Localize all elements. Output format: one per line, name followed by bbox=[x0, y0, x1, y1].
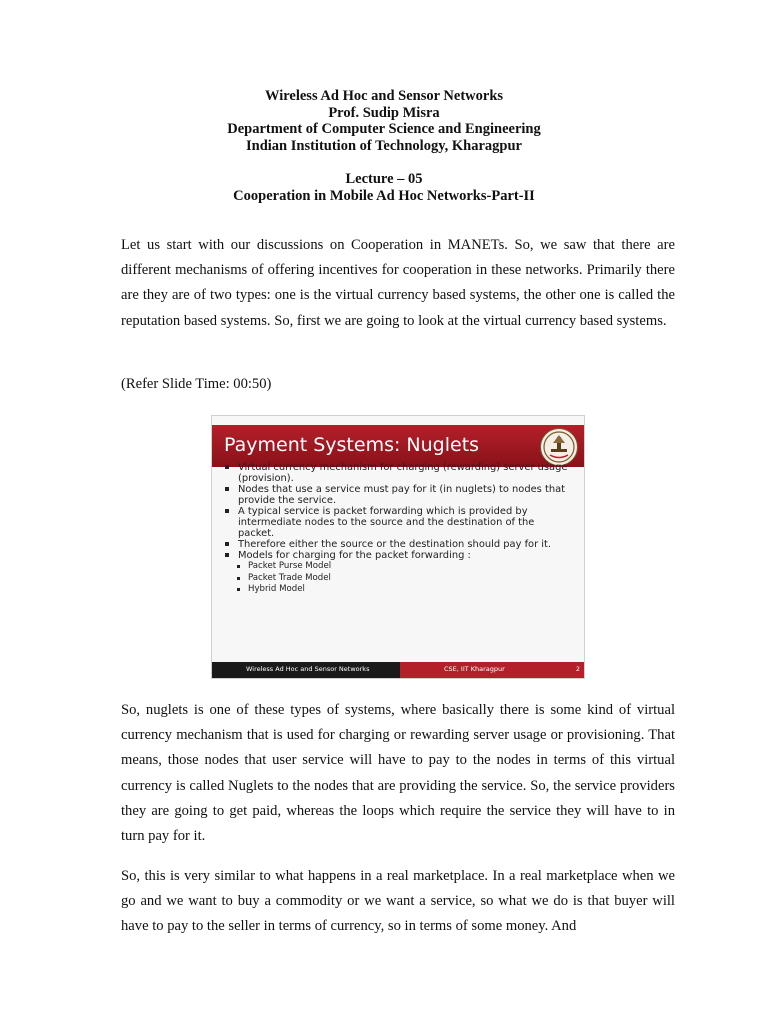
professor-name: Prof. Sudip Misra bbox=[328, 104, 440, 121]
slide-title: Payment Systems: Nuglets bbox=[224, 434, 480, 456]
slide-sub-bullet: Packet Trade Model bbox=[222, 573, 572, 585]
slide-bullet: A typical service is packet forwarding which is provided by intermediate nodes to the source and the destination of the packet. bbox=[222, 506, 572, 539]
lecture-title: Cooperation in Mobile Ad Hoc Networks-Part-II bbox=[233, 188, 535, 204]
slide-sub-bullet: Hybrid Model bbox=[222, 584, 572, 596]
slide-sub-bullet: Packet Purse Model bbox=[222, 561, 572, 573]
institute-name: Indian Institution of Technology, Kharagpur bbox=[246, 137, 522, 154]
lecture-number: Lecture – 05 bbox=[345, 171, 423, 187]
slide-footer-institute: CSE, IIT Kharagpur bbox=[444, 665, 505, 673]
slide-body bbox=[222, 462, 572, 596]
refer-slide-time: (Refer Slide Time: 00:50) bbox=[121, 376, 272, 392]
paragraph-nuglets: So, nuglets is one of these types of systems, where basically there is some kind of virtual currency mechanism that is used for charging or rewarding server usage or provisioning. That means, those nodes that user service will have to pay to the nodes in terms of this virtual currency is called Nuglets to the nodes that are providing the service. So, the service providers they are going to get paid, whereas the loops which require the service they will have to in turn pay for it. bbox=[121, 702, 675, 845]
paragraph-marketplace: So, this is very similar to what happens in a real marketplace. In a real marketplace when we go and we want to buy a commodity or we want a service, so what we do is that buyer will have to pay to the seller in terms of currency, so in terms of some money. And bbox=[121, 868, 675, 935]
slide-footer-right bbox=[400, 662, 584, 678]
iit-logo-icon bbox=[540, 428, 578, 466]
lecture-heading bbox=[0, 171, 768, 205]
slide-footer bbox=[212, 662, 584, 678]
slide-bullet: Virtual currency mechanism for charging (rewarding) server usage (provision). bbox=[222, 462, 572, 484]
paragraph-intro: Let us start with our discussions on Cooperation in MANETs. So, we saw that there are different mechanisms of offering incentives for cooperation in these networks. Primarily there are they are of two types: one is the virtual currency based systems, the other one is called the reputation based systems. So, first we are going to look at the virtual currency based systems. bbox=[121, 237, 675, 329]
department-name: Department of Computer Science and Engineering bbox=[227, 121, 541, 137]
slide-bullet: Nodes that use a service must pay for it (in nuglets) to nodes that provide the service. bbox=[222, 484, 572, 506]
document-header bbox=[0, 88, 768, 154]
slide-title-bar bbox=[212, 425, 584, 467]
slide-sub-bullet-list bbox=[222, 561, 572, 596]
slide-bullet: Models for charging for the packet forwarding : bbox=[222, 550, 572, 561]
slide-footer-left bbox=[212, 662, 400, 678]
course-title: Wireless Ad Hoc and Sensor Networks bbox=[264, 88, 504, 104]
slide-footer-course: Wireless Ad Hoc and Sensor Networks bbox=[246, 665, 370, 673]
slide-bullet-list bbox=[222, 462, 572, 561]
lecture-slide-image bbox=[211, 415, 585, 679]
slide-page-number: 2 bbox=[575, 665, 580, 673]
slide-bullet: Therefore either the source or the destination should pay for it. bbox=[222, 539, 572, 550]
